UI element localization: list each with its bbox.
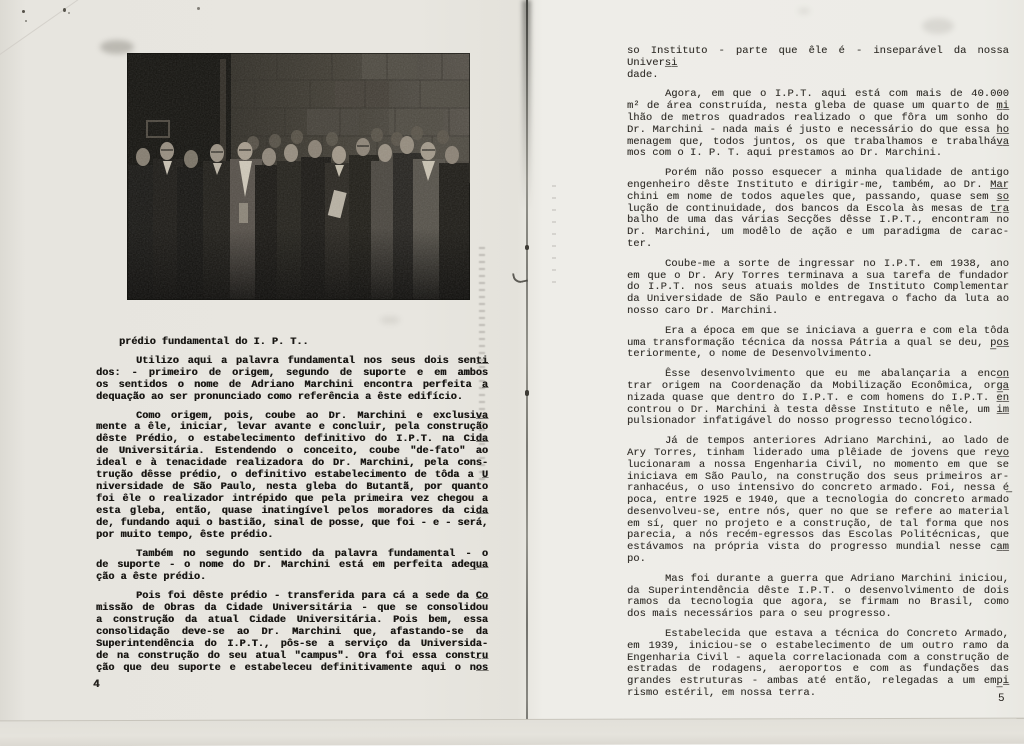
text-line: ter.	[627, 237, 653, 250]
paragraph	[627, 46, 1009, 81]
paragraph	[627, 89, 1009, 160]
right-page-text	[627, 46, 1009, 708]
paper-crease	[0, 0, 82, 60]
paragraph	[96, 549, 488, 585]
text-line: esta gleba, então, quase inatingível pelos moradores da cid̲a̲	[96, 505, 488, 517]
text-line: a construção da atual Cidade Universitária. Pois bem, essa	[96, 615, 488, 627]
paragraph	[627, 574, 1009, 621]
text-line: dos mais necessários para o seu progresso.	[627, 608, 892, 621]
text-line: do I.P.T. nos seus atuais moldes de Instituto Complementar	[627, 281, 1009, 294]
paragraph	[627, 629, 1009, 700]
text-line: em 1939, iniciou-se o estabelecimento de um outro ramo da	[627, 639, 1009, 652]
text-line: Como origem, pois, coube ao Dr. Marchini e exclusiv̲a̲	[136, 410, 488, 422]
text-line: rismo estéril, em nossa terra.	[627, 687, 817, 700]
text-line: uma transformação técnica da nossa Pátria a qual se deu, p̲o̲s̲	[627, 336, 1009, 349]
paper-bottom-edge	[0, 718, 1024, 746]
text-line: mos com o I. P. T. aqui prestamos ao Dr. Marchini.	[627, 147, 943, 160]
text-line: Dr. Marchini - nada mais é justo e necessário do que essa h̲o̲	[627, 123, 1009, 136]
text-line: Porém não posso esquecer a minha qualidade de antigo	[665, 167, 1009, 180]
text-line: Agora, em que o I.P.T. aqui está com mais de 40.000	[665, 88, 1009, 101]
text-line: estávamos na própria vista do progresso mundial nesse ca̲m̲	[627, 541, 1009, 554]
paragraph	[96, 337, 488, 349]
text-line: niversidade de São Paulo, nesta gleba do Butantã, por quanto	[96, 481, 488, 493]
text-line: lhão de metros quadrados realizado o que fôra um sonho do	[627, 111, 1009, 124]
text-line: consolidação deve-se ao Dr. Marchini que, afastando-se da	[96, 626, 488, 638]
text-line: Mas foi durante a guerra que Adriano Marchini iniciou,	[665, 572, 1009, 585]
text-line: ranhacéus, o uso intensivo do concreto armado. Foi, nessa é̲	[627, 482, 1009, 495]
text-line: Êsse desenvolvimento que eu me abalançaria a enco̲n̲	[665, 368, 1009, 381]
text-line: balho de uma das várias Secções dêsse I.P.T., encontram no	[627, 214, 1009, 227]
left-page-text	[96, 337, 488, 682]
text-line: em que o Dr. Ary Torres terminava a sua tarefa de fundador	[627, 269, 1009, 282]
text-line: dade.	[627, 68, 659, 81]
text-line: chini em nome de todos aqueles que, passando, quase sem s̲o̲	[627, 190, 1009, 203]
text-line: so Instituto - parte que êle é - inseparável da nossa Univers̲i̲	[627, 45, 1009, 69]
page-number-left: 4	[93, 679, 100, 691]
text-line: estradas de rodagens, aeroportos e com as fundações das	[627, 663, 1009, 676]
text-line: de suporte - o nome do Dr. Marchini está em perfeita adeq̲u̲a̲	[96, 560, 488, 572]
text-line: em sí, quer no projeto e a construção, de tal forma que nos	[627, 517, 1009, 530]
text-line: Coube-me a sorte de ingressar no I.P.T. em 1938, ano	[665, 257, 1009, 270]
text-line: Pois foi dêste prédio - transferida para cá a sede da C̲o̲	[136, 591, 488, 603]
text-line: parecia, a nós recém-egressos das Escolas Politécnicas, que	[627, 529, 1009, 542]
text-line: dêste Prédio, o estabelecimento definitivo do I.P.T. na Cid̲a̲	[96, 434, 488, 446]
text-line: Também no segundo sentido da palavra fundamental - o	[136, 548, 488, 560]
text-line: dos: - primeiro de origem, segundo de suporte e em ambos	[96, 367, 488, 379]
paragraph	[627, 436, 1009, 566]
fold-ink-mark	[525, 245, 529, 250]
text-line: Já de tempos anteriores Adriano Marchini, ao lado de	[665, 435, 1009, 448]
text-line: prédio fundamental do I. P. T..	[119, 337, 309, 348]
fold-ink-mark	[525, 390, 529, 396]
text-line: dequação ao ser pronunciado como referência a êste edifício.	[96, 391, 463, 403]
text-line: poca, entre 1925 e 1940, que a tecnologia do concreto armado	[627, 494, 1009, 507]
paragraph	[627, 259, 1009, 318]
ink-bleed-through	[552, 185, 556, 285]
text-line: da Universidade de São Paulo e entregava o facho da luta ao	[627, 293, 1009, 306]
text-line: os sentidos o nome de Adriano Marchini encontra perfeita a̲	[96, 379, 488, 391]
text-line: Utilizo aqui a palavra fundamental nos seus dois sent̲i̲	[136, 355, 488, 367]
text-line: lucionaram a nossa Engenharia Civil, no momento em que se	[627, 458, 1009, 471]
text-line: por muito tempo, êste prédio.	[96, 529, 274, 541]
text-line: trar origem na Coordenação da Mobilização Econômica, org̲a̲	[627, 379, 1009, 392]
text-line: Ary Torres, tinham liderado uma plêiade de jovens que rev̲o̲	[627, 446, 1009, 459]
text-line: Engenharia Civil - aquela correlacionada com a construção de	[627, 651, 1009, 664]
crowd-photograph	[127, 53, 470, 300]
text-line: Estabelecida que estava a técnica do Concreto Armado,	[665, 628, 1009, 641]
paragraph	[627, 326, 1009, 361]
paragraph	[96, 591, 488, 674]
text-line: mente a êle, iniciar, levar avante e concluir, pela construção	[96, 422, 488, 434]
text-line: ção a êste prédio.	[96, 572, 207, 584]
text-line: nizada quase que dentro do I.P.T. e com homens do I.P.T. e̲n̲	[627, 391, 1009, 404]
text-line: ramos da tecnologia que agora, se firmam no Brasil, como	[627, 596, 1009, 609]
paragraph	[627, 168, 1009, 251]
text-line: desenvolveu-se, entre nós, quer no que se refere ao material	[627, 505, 1009, 518]
page-number-right: 5	[998, 693, 1005, 705]
text-line: Era a época em que se iniciava a guerra e com ela tôda	[665, 324, 1009, 337]
text-line: engenheiro dêste Instituto e dirigir-me, também, ao Dr. M̲a̲r̲	[627, 178, 1009, 191]
text-line: controu o Dr. Marchini à testa dêsse Instituto e nêle, um i̲m̲	[627, 403, 1009, 416]
text-line: po.	[627, 553, 646, 566]
text-line: de Universitária. Estendendo o conceito, coube "de-fato" ao	[96, 446, 488, 458]
paragraph	[96, 356, 488, 404]
text-line: nosso caro Dr. Marchini.	[627, 304, 779, 317]
text-line: de na construção do seu atual "campus". Ora foi essa constr̲u̲	[96, 650, 488, 662]
text-line: grandes estruturas - ambas até então, relegadas a um emp̲i̲	[627, 675, 1009, 688]
text-line: ideal e à tenacidade realizadora do Dr. Marchini, pela cons-	[96, 458, 488, 470]
crowd-photograph-art	[127, 53, 470, 300]
book-fold	[526, 0, 528, 744]
text-line: missão de Obras da Cidade Universitária - que se consolidou	[96, 603, 488, 615]
text-line: pulsionador infatigável do nosso progresso tecnológico.	[627, 415, 974, 428]
ink-bleed-through	[479, 247, 485, 483]
text-line: de, fundando aqui o bastião, sinal de posse, que foi - e - será,	[96, 517, 488, 529]
text-line: ção que deu suporte e estabeleceu definitivamente aqui o no̲s̲	[96, 662, 488, 674]
text-line: da Superintendência dêste I.P.T. o desenvolvimento de dois	[627, 584, 1009, 597]
paragraph	[627, 369, 1009, 428]
text-line: lução de continuidade, dos bancos da Escola às mesas de t̲r̲a̲	[627, 202, 1009, 215]
text-line: m² de área construída, nesta gleba de quase um quarto de m̲i̲	[627, 100, 1009, 113]
text-line: foi êle o realizador intrépido que pela primeira vez chegou a	[96, 493, 488, 505]
text-line: Dr. Marchini, um modêlo de ação e um paradigma de carac-	[627, 226, 1009, 239]
text-line: Superintendência do I.P.T., pôs-se a serviço da Universida-	[96, 638, 488, 650]
text-line: iniciava em São Paulo, na construção dos seus primeiros ar-	[627, 470, 1009, 483]
text-line: menagem que, todos juntos, os que trabalhamos e trabalháv̲a̲	[627, 135, 1009, 148]
text-line: teriormente, o nome de Desenvolvimento.	[627, 348, 873, 361]
text-line: trução dêsse prédio, o definitivo estabelecimento de tôda a U̲	[96, 470, 488, 482]
paragraph	[96, 411, 488, 542]
